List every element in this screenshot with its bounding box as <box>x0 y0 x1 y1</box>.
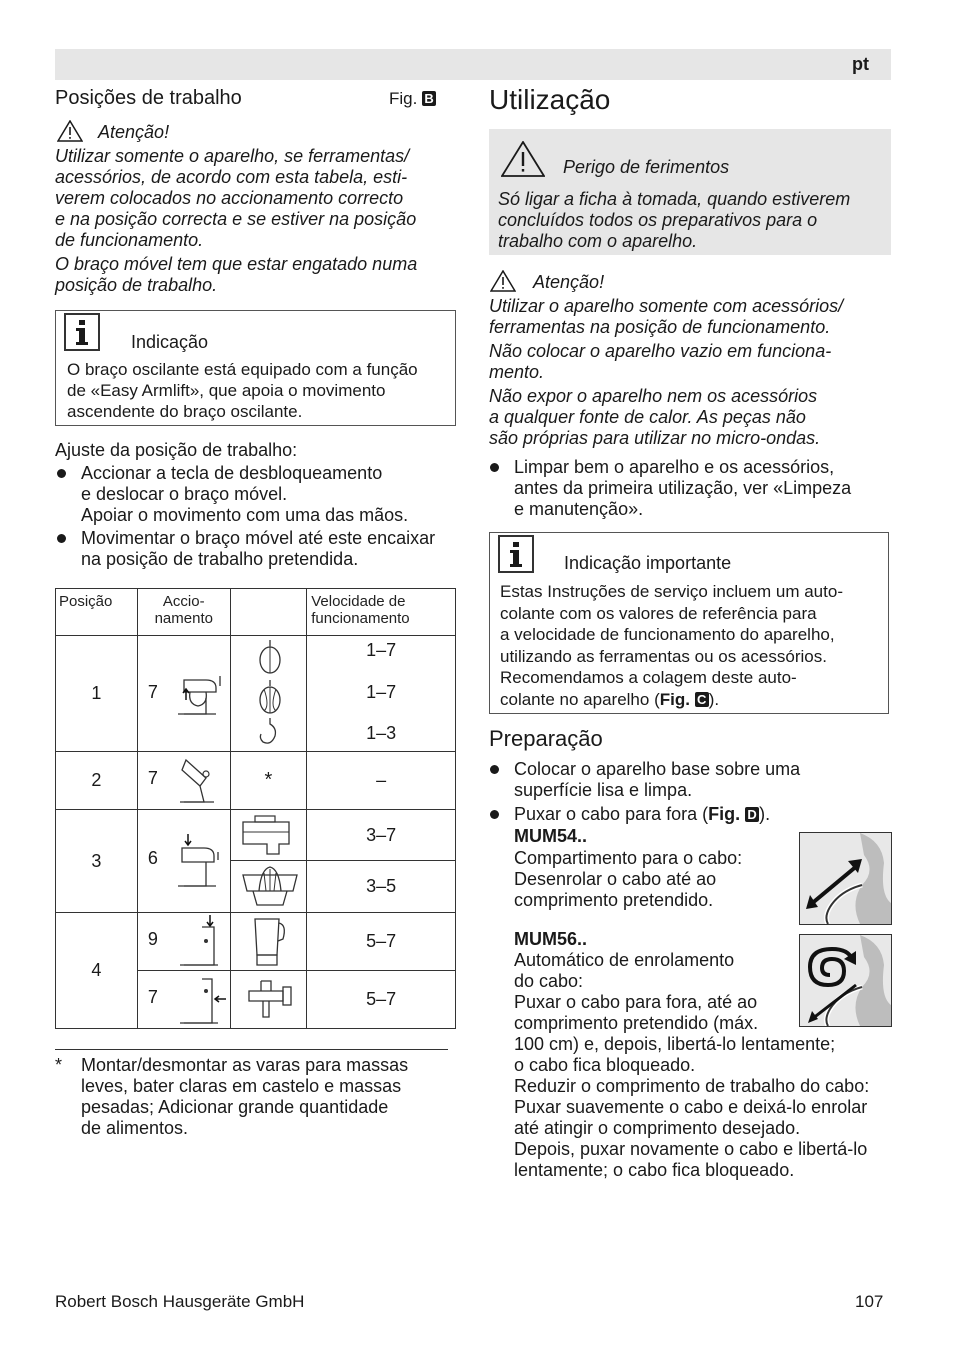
drive-number: 7 <box>147 987 158 1007</box>
text-line: Compartimento para o cabo: <box>514 848 743 868</box>
warning-text-right <box>489 296 891 449</box>
note-box <box>55 310 456 426</box>
model-mum54-title: MUM54.. <box>514 826 588 846</box>
cable-rewind-illustration <box>800 935 891 1026</box>
header-speed <box>307 589 456 636</box>
text-line: Automático de enrolamento <box>514 950 735 970</box>
warning-line: de funcionamento. <box>55 230 204 250</box>
note-line: ascendente do braço oscilante. <box>67 402 303 421</box>
fig-letter: D <box>745 807 759 822</box>
speed-value: 1–7 <box>366 682 397 702</box>
page-number: 107 <box>855 1292 884 1311</box>
warning-line: Não colocar o aparelho vazio em funciona- <box>489 341 832 361</box>
table-row <box>56 636 456 752</box>
list-item <box>55 463 465 526</box>
table-row <box>56 913 456 971</box>
bullet-line: Apoiar o movimento com uma das mãos. <box>81 505 409 525</box>
cable-rewind-image <box>799 934 892 1027</box>
footer-company: Robert Bosch Hausgeräte GmbH <box>55 1292 305 1311</box>
fig-prefix: Fig. <box>389 89 418 108</box>
list-item <box>488 457 888 520</box>
warning-icon <box>501 141 545 177</box>
section-title-positions: Posições de trabalho <box>55 87 242 109</box>
adjust-title: Ajuste da posição de trabalho: <box>55 440 298 460</box>
header-speed-line: funcionamento <box>311 610 410 627</box>
blender-icon <box>249 915 289 969</box>
footnote-divider <box>55 1049 448 1050</box>
bullet-line: na posição de trabalho pretendida. <box>81 549 359 569</box>
text-line: comprimento pretendido. <box>514 890 714 910</box>
speed-value: 3–7 <box>307 810 456 861</box>
row-position: 4 <box>56 913 138 1029</box>
warning-line: são próprias para utilizar no micro-ondas. <box>489 428 821 448</box>
model-mum54-text <box>514 848 742 911</box>
text-line: Puxar o cabo para fora, até ao <box>514 992 758 1012</box>
info-icon <box>64 313 100 351</box>
warning-line: Utilizar o aparelho somente com acessórios/ <box>489 296 844 316</box>
fig-prefix: Fig. <box>659 689 690 709</box>
note-title: Indicação <box>131 332 209 352</box>
drive-number: 9 <box>147 929 158 949</box>
bullet-line: antes da primeira utilização, ver «Limpeza <box>514 478 852 498</box>
header-bar <box>55 49 891 80</box>
note-text <box>500 581 843 710</box>
bullet-line: superfície lisa e limpa. <box>514 780 693 800</box>
bullet-line: Colocar o aparelho base sobre uma <box>514 759 801 779</box>
bullet-icon <box>490 765 499 774</box>
table-row <box>56 810 456 861</box>
table-row <box>56 752 456 810</box>
mixer-front-drive-icon <box>176 832 226 892</box>
note-title: Indicação importante <box>564 553 732 573</box>
cable-pull-illustration <box>800 833 891 924</box>
row-tools <box>230 636 307 752</box>
text-line: Puxar suavemente o cabo e deixá-lo enrolar <box>514 1097 868 1117</box>
text-line: do cabo: <box>514 971 584 991</box>
text-line: lentamente; o cabo fica bloqueado. <box>514 1160 795 1180</box>
note-line-text: ). <box>708 689 720 709</box>
footnote-line: pesadas; Adicionar grande quantidade <box>81 1097 389 1117</box>
warning-line: O braço móvel tem que estar engatado numa <box>55 254 418 274</box>
fig-letter: C <box>695 692 709 707</box>
warning-line: posição de trabalho. <box>55 275 218 295</box>
text-line: Reduzir o comprimento de trabalho do cabo: <box>514 1076 870 1096</box>
bullet-line: ). <box>759 804 771 824</box>
warning-line: a qualquer fonte de calor. As peças não <box>489 407 806 427</box>
section-title-preparation: Preparação <box>489 726 603 751</box>
row-tool <box>230 861 307 913</box>
footnote-line: Montar/desmontar as varas para massas <box>81 1055 409 1075</box>
fig-prefix: Fig. <box>708 804 741 824</box>
usage-bullets <box>488 457 888 520</box>
speed-value: – <box>307 752 456 810</box>
header-tool <box>230 589 307 636</box>
warning-line: verem colocados no accionamento correcto <box>55 188 404 208</box>
note-line: Recomendamos a colagem deste auto- <box>500 668 797 687</box>
note-line: de «Easy Armlift», que apoia o movimento <box>67 381 386 400</box>
row-drive <box>137 752 230 810</box>
row-tool <box>230 913 307 971</box>
row-position: 2 <box>56 752 138 810</box>
danger-line: trabalho com o aparelho. <box>498 231 698 251</box>
warning-heading <box>57 120 169 143</box>
warning-text <box>55 146 455 296</box>
section-title-usage: Utilização <box>489 84 611 115</box>
note-text <box>67 359 418 422</box>
note-line: utilizando as ferramentas ou os acessórios. <box>500 646 827 666</box>
drive-number: 6 <box>147 848 158 868</box>
warning-label: Atenção! <box>533 272 605 292</box>
table-header-row <box>56 589 456 636</box>
bullet-icon <box>490 463 499 472</box>
bullet-line: e deslocar o braço móvel. <box>81 484 288 504</box>
bullet-line: Movimentar o braço móvel até este encaixar <box>81 528 436 548</box>
warning-heading-right <box>490 270 604 293</box>
warning-label: Atenção! <box>98 122 170 142</box>
text-line: 100 cm) e, depois, libertá-lo lentamente; <box>514 1034 836 1054</box>
bullet-line: Limpar bem o aparelho e os acessórios, <box>514 457 835 477</box>
note-line-text: colante no aparelho ( <box>500 689 660 709</box>
mixer-side-drive-icon <box>178 973 228 1027</box>
row-drive <box>137 810 230 913</box>
note-line: a velocidade de funcionamento do aparelho, <box>500 625 835 644</box>
whisk-hook-icons <box>255 640 285 748</box>
text-line: até atingir o comprimento desejado. <box>514 1118 801 1138</box>
row-tool <box>230 810 307 861</box>
row-position: 3 <box>56 810 138 913</box>
list-item <box>55 528 465 570</box>
header-drive <box>137 589 230 636</box>
drive-number: 7 <box>147 682 158 702</box>
note-line <box>500 689 843 711</box>
header-position: Posição <box>56 589 138 636</box>
note-line: O braço oscilante está equipado com a função <box>67 360 418 379</box>
header-speed-line: Velocidade de <box>311 593 406 610</box>
footnote-text <box>81 1055 408 1139</box>
bullet-icon <box>57 469 66 478</box>
model-mum56-title: MUM56.. <box>514 929 588 949</box>
prep-bullets <box>488 759 888 825</box>
meat-mincer-icon <box>245 977 295 1023</box>
info-icon <box>498 535 534 573</box>
warning-line: acessórios, de acordo com esta tabela, esti- <box>55 167 408 187</box>
row-drive <box>137 971 230 1029</box>
text-line: Depois, puxar novamente o cabo e libertá-lo <box>514 1139 868 1159</box>
text-line: Desenrolar o cabo até ao <box>514 869 717 889</box>
row-drive <box>137 913 230 971</box>
mixer-top-drive-icon <box>178 915 224 969</box>
warning-line: ferramentas na posição de funcionamento. <box>489 317 831 337</box>
fig-letter: B <box>422 91 436 106</box>
drive-number: 7 <box>147 768 158 788</box>
header-drive-line: Accio- <box>162 593 205 610</box>
cable-compartment-image <box>799 832 892 925</box>
danger-text <box>498 189 850 252</box>
list-item <box>488 804 888 825</box>
important-note-box <box>489 532 889 714</box>
danger-line: Só ligar a ficha à tomada, quando estiverem <box>498 189 851 209</box>
warning-line: mento. <box>489 362 545 382</box>
footnote-mark: * <box>55 1055 63 1075</box>
list-item <box>488 759 888 801</box>
warning-icon <box>57 120 83 142</box>
footnote-line: leves, bater claras em castelo e massas <box>81 1076 402 1096</box>
speed-value: 1–3 <box>366 723 397 743</box>
bullet-line: Puxar o cabo para fora ( <box>514 804 709 824</box>
warning-icon <box>490 270 516 292</box>
text-line: comprimento pretendido (máx. <box>514 1013 759 1033</box>
header-drive-line: namento <box>154 610 213 627</box>
adjust-bullets <box>55 463 465 570</box>
note-line: Estas Instruções de serviço incluem um auto- <box>500 582 843 601</box>
language-code: pt <box>852 54 869 74</box>
bullet-line: e manutenção». <box>514 499 644 519</box>
positions-table <box>55 588 456 1029</box>
danger-label: Perigo de ferimentos <box>563 157 730 177</box>
figure-reference <box>389 89 436 109</box>
tool-asterisk: * <box>230 752 307 810</box>
citrus-press-icon <box>239 865 301 909</box>
speed-value: 3–5 <box>307 861 456 913</box>
mixer-arm-icon <box>176 672 226 718</box>
warning-line: Não expor o aparelho nem os acessórios <box>489 386 818 406</box>
bullet-icon <box>57 534 66 543</box>
shredder-icon <box>239 814 301 856</box>
row-tool <box>230 971 307 1029</box>
mixer-arm-raised-icon <box>178 756 224 806</box>
bullet-line: Accionar a tecla de desbloqueamento <box>81 463 383 483</box>
bullet-icon <box>490 810 499 819</box>
row-position: 1 <box>56 636 138 752</box>
row-drive <box>137 636 230 752</box>
danger-line: concluídos todos os preparativos para o <box>498 210 818 230</box>
speed-value: 5–7 <box>307 913 456 971</box>
text-line: o cabo fica bloqueado. <box>514 1055 696 1075</box>
danger-box <box>489 129 891 255</box>
warning-line: e na posição correcta e se estiver na posição <box>55 209 417 229</box>
warning-line: Utilizar somente o aparelho, se ferramentas/ <box>55 146 410 166</box>
speed-value: 1–7 <box>366 640 397 660</box>
footnote-line: de alimentos. <box>81 1118 189 1138</box>
note-line: colante com os valores de referência para <box>500 603 817 623</box>
row-speeds <box>307 636 456 752</box>
speed-value: 5–7 <box>307 971 456 1029</box>
